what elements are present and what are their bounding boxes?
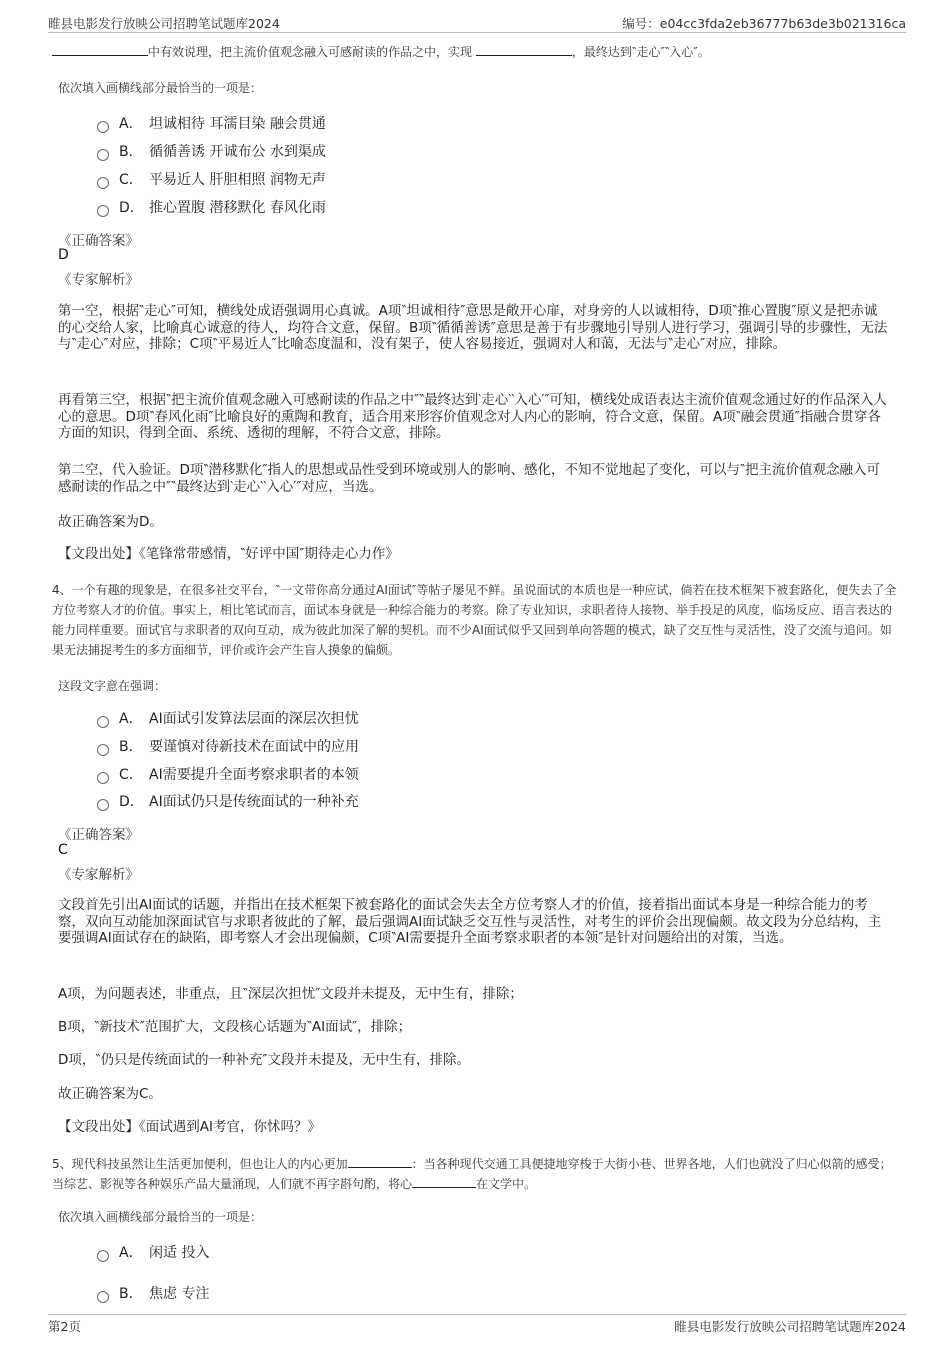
option-key: A． — [119, 711, 143, 727]
option-key: C． — [119, 767, 143, 783]
q5-instruction: 依次填入画横线部分最恰当的一项是： — [58, 1210, 263, 1224]
q5-stem-text-3: 在文学中。 — [476, 1177, 537, 1191]
q5-stem-text: 5、现代科技虽然让生活更加便利，但也让人的内心更加 — [52, 1157, 348, 1171]
option-key: B． — [119, 144, 143, 160]
q4-option-a[interactable] — [97, 709, 359, 729]
page-footer — [48, 1314, 906, 1334]
radio-icon[interactable] — [97, 1291, 109, 1303]
q4-instruction: 这段文字意在强调： — [58, 679, 167, 693]
page-number: 第2页 — [48, 1319, 81, 1334]
radio-icon[interactable] — [97, 177, 109, 189]
q5-option-b[interactable] — [97, 1284, 209, 1304]
q3-analysis-p4: 故正确答案为D。 — [58, 514, 163, 530]
q5-stem — [52, 1154, 900, 1194]
q3-stem-line — [52, 42, 912, 62]
option-key: A． — [119, 116, 143, 132]
header-code: 编号：e04cc3fda2eb36777b63de3b021316ca — [622, 16, 906, 31]
q3-stem-text: 中有效说理，把主流价值观念融入可感耐读的作品之中，实现 — [148, 45, 473, 59]
option-key: A． — [119, 1245, 143, 1261]
option-text: AI面试引发算法层面的深层次担忧 — [149, 711, 359, 727]
q3-option-a[interactable] — [97, 114, 326, 134]
blank-line — [52, 43, 148, 56]
option-key: B． — [119, 739, 143, 755]
option-text: AI需要提升全面考察求职者的本领 — [149, 767, 359, 783]
q4-analysis-p3: B项，‶新技术″范围扩大，文段核心话题为‶AI面试″，排除； — [58, 1019, 412, 1035]
radio-icon[interactable] — [97, 772, 109, 784]
q4-analysis-label: 《专家解析》 — [58, 867, 139, 883]
q4-option-b[interactable] — [97, 737, 359, 757]
radio-icon[interactable] — [97, 121, 109, 133]
blank-line — [476, 43, 572, 56]
q3-stem-text-end: ，最终达到‶走心″‶入心″。 — [571, 45, 710, 59]
q4-source: 【文段出处】《面试遇到AI考官，你怵吗？》 — [58, 1119, 321, 1135]
q4-analysis-p1: 文段首先引出AI面试的话题，并指出在技术框架下被套路化的面试会失去全方位考察人才的价值，接着指出面试本身是一种综合能力的考察，双向互动能加深面试官与求职者彼此的了解，最后强调AI面试缺乏交互性与灵活性，对考生的评价会出现偏颇。故文段为分总结构，主要强调AI面试存在的缺陷，即考察人才会出现偏颇，C项‶AI需要提升全面考察求职者的本领″是针对问题给出的对策，当选。 — [58, 897, 882, 946]
option-text: 平易近人 肝胆相照 润物无声 — [149, 172, 326, 188]
option-key: D． — [119, 794, 144, 810]
q5-stem-text-2: ：当各种现代交通工具便捷地穿梭于大街小巷、世界各地，人们也就没了归心似箭的感受；当综艺、影视等各种娱乐产品大量涌现，人们就不再字斟句酌，将心 — [52, 1157, 892, 1191]
q5-option-a[interactable] — [97, 1243, 209, 1263]
option-key: B． — [119, 1286, 143, 1302]
option-text: 推心置腹 潜移默化 春风化雨 — [149, 200, 326, 216]
q3-analysis-p2: 再看第三空，根据‶把主流价值观念融入可感耐读的作品之中″‶最终达到‵走心‵‵入心′″可知，横线处成语表达主流价值观念通过好的作品深入人心的意思。D项‶春风化雨″比喻良好的熏陶和教育，适合用来形容价值观念对人内心的影响，符合文意，保留。A项‶融会贯通″指融合贯穿各方面的知识，得到全面、系统、透彻的理解，不符合文意，排除。 — [58, 392, 887, 441]
blank-line — [348, 1155, 412, 1168]
radio-icon[interactable] — [97, 1250, 109, 1262]
page-header — [48, 14, 906, 33]
footer-title: 睢县电影发行放映公司招聘笔试题库2024 — [674, 1319, 906, 1334]
q3-analysis-p3: 第二空，代入验证。D项‶潜移默化″指人的思想或品性受到环境或别人的影响、感化，不知不觉地起了变化，可以与‶把主流价值观念融入可感耐读的作品之中″‶最终达到‵走心‵‵入心′″对应，当选。 — [58, 462, 881, 495]
q4-analysis-p5: 故正确答案为C。 — [58, 1086, 162, 1102]
q4-answer-label: 《正确答案》 — [58, 827, 139, 843]
option-text: 焦虑 专注 — [149, 1286, 210, 1302]
radio-icon[interactable] — [97, 799, 109, 811]
option-text: 坦诚相待 耳濡目染 融会贯通 — [149, 116, 326, 132]
option-key: C． — [119, 172, 143, 188]
radio-icon[interactable] — [97, 205, 109, 217]
radio-icon[interactable] — [97, 744, 109, 756]
blank-line — [412, 1175, 476, 1188]
option-text: AI面试仍只是传统面试的一种补充 — [149, 794, 359, 810]
q4-option-d[interactable] — [97, 792, 359, 812]
q3-option-d[interactable] — [97, 198, 326, 218]
q3-source: 【文段出处】《笔锋常带感情，‶好评中国″期待走心力作》 — [58, 546, 399, 562]
q3-analysis-p1: 第一空，根据‶走心″可知，横线处成语强调用心真诚。A项‶坦诚相待″意思是敞开心扉，对身旁的人以诚相待，D项‶推心置腹″原义是把赤诚的心交给人家，比喻真心诚意的待人，均符合文意，保留。B项‶循循善诱″意思是善于有步骤地引导别人进行学习，强调引导的步骤性，无法与‶走心″对应，排除；C项‶平易近人″比喻态度温和，没有架子，使人容易接近，强调对人和蔼，无法与‶走心″对应，排除。 — [58, 303, 888, 352]
q3-instruction: 依次填入画横线部分最恰当的一项是： — [58, 81, 263, 95]
option-text: 循循善诱 开诚布公 水到渠成 — [149, 144, 326, 160]
q4-answer: C — [58, 842, 68, 858]
q3-option-b[interactable] — [97, 142, 326, 162]
radio-icon[interactable] — [97, 716, 109, 728]
q4-analysis-p2: A项，为问题表述，非重点，且‶深层次担忧″文段并未提及，无中生有，排除； — [58, 986, 523, 1002]
option-text: 要谨慎对待新技术在面试中的应用 — [149, 739, 359, 755]
header-title: 睢县电影发行放映公司招聘笔试题库2024 — [48, 16, 280, 31]
q3-analysis-label: 《专家解析》 — [58, 272, 139, 288]
q3-answer: D — [58, 247, 69, 263]
option-key: D． — [119, 200, 144, 216]
q3-option-c[interactable] — [97, 170, 326, 190]
q4-stem: 4、一个有趣的现象是，在很多社交平台，‶一文带你高分通过AI面试″等帖子屡见不鲜。虽说面试的本质也是一种应试，倘若在技术框架下被套路化，便失去了全方位考察人才的价值。事实上，相比笔试而言，面试本身就是一种综合能力的考察。除了专业知识，求职者待人接物、举手投足的风度，临场反应、语言表达的能力同样重要。面试官与求职者的双向互动，成为彼此加深了解的契机。而不少AI面试似乎又回到单向答题的模式，缺了交互性与灵活性，没了交流与追问。如果无法捕捉考生的多方面细节，评价或许会产生盲人摸象的偏颇。 — [52, 583, 897, 657]
radio-icon[interactable] — [97, 149, 109, 161]
q3-answer-label: 《正确答案》 — [58, 233, 139, 249]
q4-analysis-p4: D项，‶仍只是传统面试的一种补充″文段并未提及，无中生有，排除。 — [58, 1052, 470, 1068]
q4-option-c[interactable] — [97, 765, 359, 785]
option-text: 闲适 投入 — [149, 1245, 210, 1261]
